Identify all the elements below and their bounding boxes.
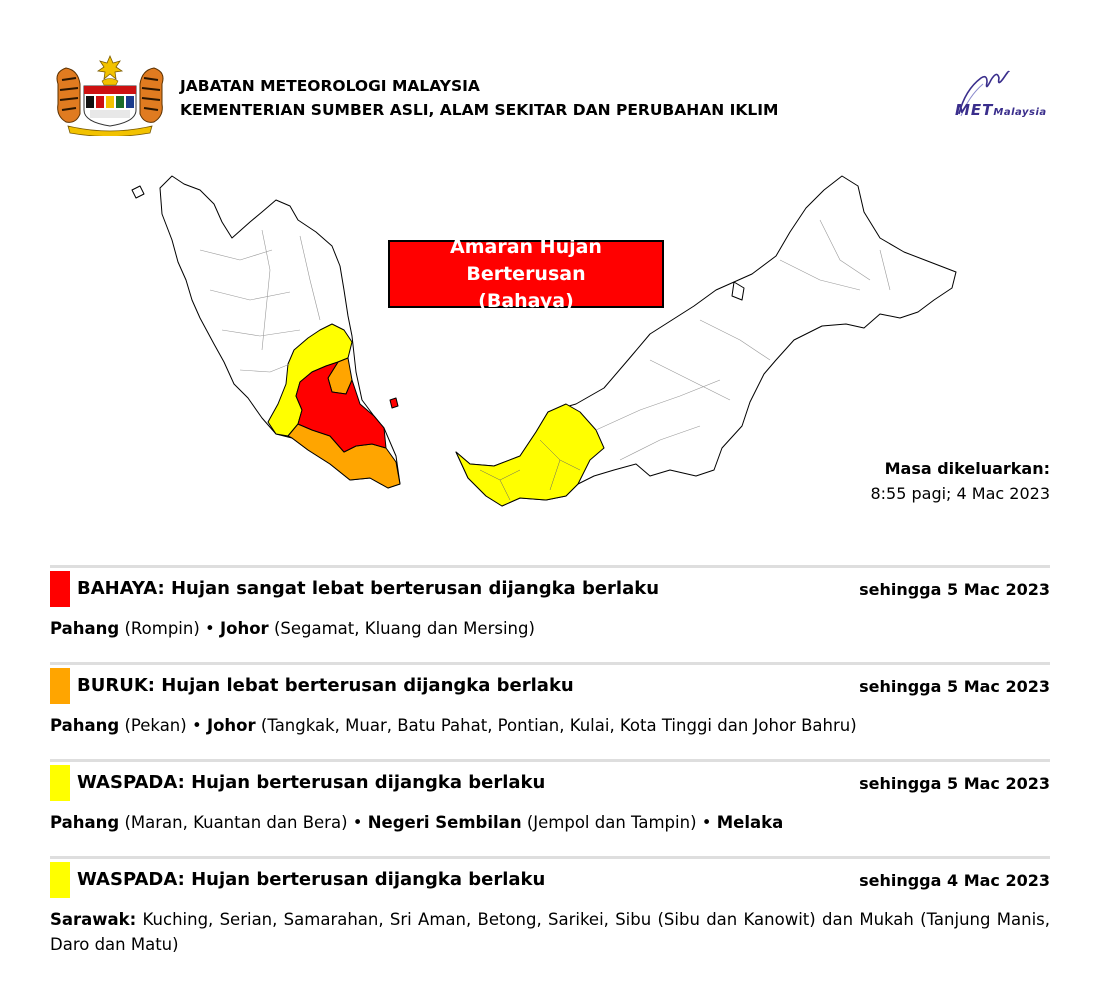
alert-areas: Pahang (Maran, Kuantan dan Bera) • Negeri Sembilan (Jempol dan Tampin) • Melaka bbox=[50, 813, 784, 832]
organization-name bbox=[180, 74, 778, 122]
alert-areas: Pahang (Rompin) • Johor (Segamat, Kluang dan Mersing) bbox=[50, 619, 535, 638]
level-color-swatch bbox=[50, 668, 70, 704]
sarawak-waspada-zone bbox=[456, 404, 604, 506]
alert-title: BURUK: Hujan lebat berterusan dijangka berlaku bbox=[77, 675, 574, 696]
alert-until: sehingga 5 Mac 2023 bbox=[859, 580, 1050, 599]
tioman-island bbox=[390, 398, 398, 408]
malaysia-coat-of-arms-logo bbox=[50, 54, 170, 136]
level-color-swatch bbox=[50, 862, 70, 898]
issued-label: Masa dikeluarkan: bbox=[884, 459, 1050, 478]
met-malaysia-logo bbox=[935, 66, 1045, 122]
header bbox=[50, 50, 1050, 140]
alert-until: sehingga 5 Mac 2023 bbox=[859, 677, 1050, 696]
warning-title-line1: Amaran Hujan Berterusan bbox=[450, 235, 602, 285]
alert-areas: Pahang (Pekan) • Johor (Tangkak, Muar, Batu Pahat, Pontian, Kulai, Kota Tinggi dan Johor Bahru) bbox=[50, 716, 857, 735]
warning-map bbox=[120, 160, 980, 520]
level-color-swatch bbox=[50, 571, 70, 607]
department-name: JABATAN METEOROLOGI MALAYSIA bbox=[180, 77, 480, 95]
alert-title: WASPADA: Hujan berterusan dijangka berlaku bbox=[77, 869, 546, 890]
alert-bahaya bbox=[50, 565, 1050, 641]
alert-buruk bbox=[50, 662, 1050, 738]
issued-time-block bbox=[870, 456, 1050, 506]
warning-title-box bbox=[388, 235, 664, 312]
alert-waspada-sarawak bbox=[50, 856, 1050, 957]
alert-until: sehingga 4 Mac 2023 bbox=[859, 871, 1050, 890]
alert-areas: Sarawak: Kuching, Serian, Samarahan, Sri Aman, Betong, Sarikei, Sibu (Sibu dan Kanowit) dan Mukah (Tanjung Manis, Daro dan Matu) bbox=[50, 910, 1050, 954]
level-color-swatch bbox=[50, 765, 70, 801]
langkawi-island bbox=[132, 186, 144, 198]
alert-title: WASPADA: Hujan berterusan dijangka berlaku bbox=[77, 772, 546, 793]
met-logo-text: METMalaysia bbox=[955, 101, 1047, 119]
alert-until: sehingga 5 Mac 2023 bbox=[859, 774, 1050, 793]
alert-waspada-peninsular bbox=[50, 759, 1050, 835]
ministry-name: KEMENTERIAN SUMBER ASLI, ALAM SEKITAR DAN PERUBAHAN IKLIM bbox=[180, 101, 779, 119]
alert-title: BAHAYA: Hujan sangat lebat berterusan dijangka berlaku bbox=[77, 578, 660, 599]
warning-title-line2: (Bahaya) bbox=[478, 289, 574, 312]
issued-time: 8:55 pagi; 4 Mac 2023 bbox=[870, 484, 1050, 503]
